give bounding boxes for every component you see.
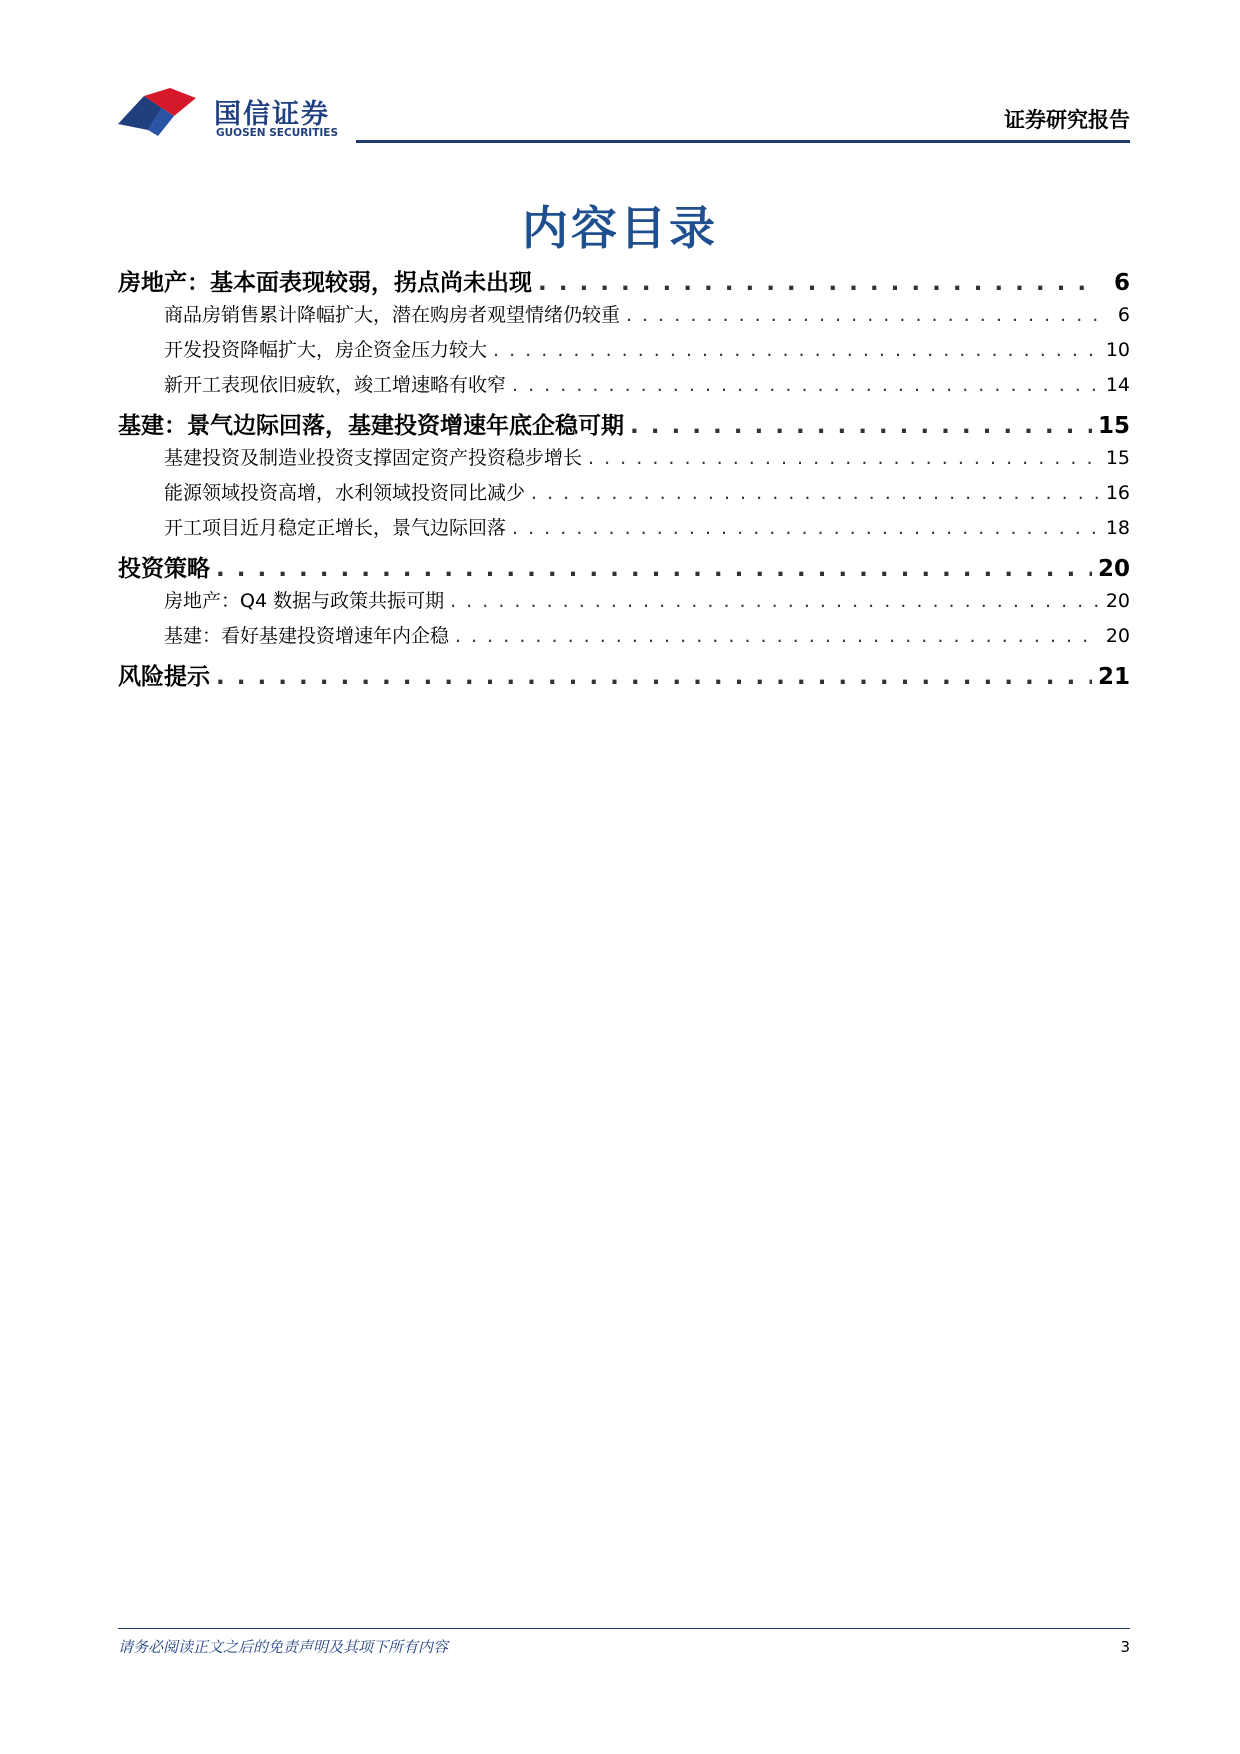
toc-entry-text: 基建：看好基建投资增速年内企稳 xyxy=(164,625,450,647)
toc-dot-leader xyxy=(512,517,1100,539)
toc-dot-leader xyxy=(455,625,1100,647)
toc-entry-page: 14 xyxy=(1105,374,1130,396)
toc-entry-text: 房地产：基本面表现较弱，拐点尚未出现 xyxy=(118,270,532,296)
toc-entry-subsection[interactable] xyxy=(118,370,1130,405)
toc-entry-page: 20 xyxy=(1097,556,1130,582)
toc-entry-text: 房地产：Q4 数据与政策共振可期 xyxy=(164,590,445,612)
toc-entry-section[interactable] xyxy=(118,658,1130,694)
guosen-logo xyxy=(118,84,338,146)
toc-dot-leader xyxy=(450,590,1100,612)
toc-entry-text: 新开工表现依旧疲软，竣工增速略有收窄 xyxy=(164,374,507,396)
toc-entry-page: 18 xyxy=(1105,517,1130,539)
toc-dot-leader xyxy=(588,447,1100,469)
toc-entry-text: 投资策略 xyxy=(118,556,210,582)
toc-dot-leader xyxy=(626,304,1100,326)
toc-entry-text: 开工项目近月稳定正增长，景气边际回落 xyxy=(164,517,507,539)
toc-dot-leader xyxy=(216,556,1092,582)
toc-entry-page: 20 xyxy=(1105,590,1130,612)
toc-entry-subsection[interactable] xyxy=(118,443,1130,478)
logo-chinese-name: 国信证券 xyxy=(214,99,330,130)
toc-title: 内容目录 xyxy=(522,201,718,255)
toc-entry-text: 基建：景气边际回落，基建投资增速年底企稳可期 xyxy=(118,413,624,439)
toc-dot-leader xyxy=(493,339,1100,361)
toc-entry-text: 风险提示 xyxy=(118,664,210,690)
toc-entry-page: 6 xyxy=(1117,304,1130,326)
toc-entry-subsection[interactable] xyxy=(118,300,1130,335)
logo-english-name: GUOSEN SECURITIES xyxy=(216,127,339,139)
toc-entry-page: 15 xyxy=(1105,447,1130,469)
toc-entry-subsection[interactable] xyxy=(118,586,1130,621)
toc-entry-page: 10 xyxy=(1105,339,1130,361)
footer-divider xyxy=(118,1628,1130,1629)
page-number: 3 xyxy=(1120,1638,1130,1656)
report-type-label: 证券研究报告 xyxy=(1004,108,1130,132)
toc-entry-page: 20 xyxy=(1105,625,1130,647)
toc-entry-section[interactable] xyxy=(118,264,1130,300)
toc-entry-text: 能源领域投资高增，水利领域投资同比减少 xyxy=(164,482,526,504)
toc-entry-page: 6 xyxy=(1113,270,1130,296)
header-divider xyxy=(356,140,1130,143)
toc-dot-leader xyxy=(538,270,1100,296)
toc-entry-subsection[interactable] xyxy=(118,335,1130,370)
disclaimer-note: 请务必阅读正文之后的免责声明及其项下所有内容 xyxy=(118,1638,449,1656)
toc-entry-section[interactable] xyxy=(118,550,1130,586)
guosen-logo-icon xyxy=(118,88,202,138)
toc-entry-page: 15 xyxy=(1097,413,1130,439)
toc-dot-leader xyxy=(531,482,1100,504)
toc-entry-page: 21 xyxy=(1097,664,1130,690)
toc-dot-leader xyxy=(216,664,1092,690)
toc-entry-subsection[interactable] xyxy=(118,478,1130,513)
toc-dot-leader xyxy=(512,374,1100,396)
toc-entry-subsection[interactable] xyxy=(118,621,1130,656)
toc-dot-leader xyxy=(630,413,1092,439)
toc-entry-text: 商品房销售累计降幅扩大，潜在购房者观望情绪仍较重 xyxy=(164,304,621,326)
toc-entry-section[interactable] xyxy=(118,407,1130,443)
toc-entry-text: 开发投资降幅扩大，房企资金压力较大 xyxy=(164,339,488,361)
toc-entry-text: 基建投资及制造业投资支撑固定资产投资稳步增长 xyxy=(164,447,583,469)
page-header xyxy=(118,84,1130,146)
table-of-contents xyxy=(118,262,1130,694)
toc-entry-subsection[interactable] xyxy=(118,513,1130,548)
toc-entry-page: 16 xyxy=(1105,482,1130,504)
